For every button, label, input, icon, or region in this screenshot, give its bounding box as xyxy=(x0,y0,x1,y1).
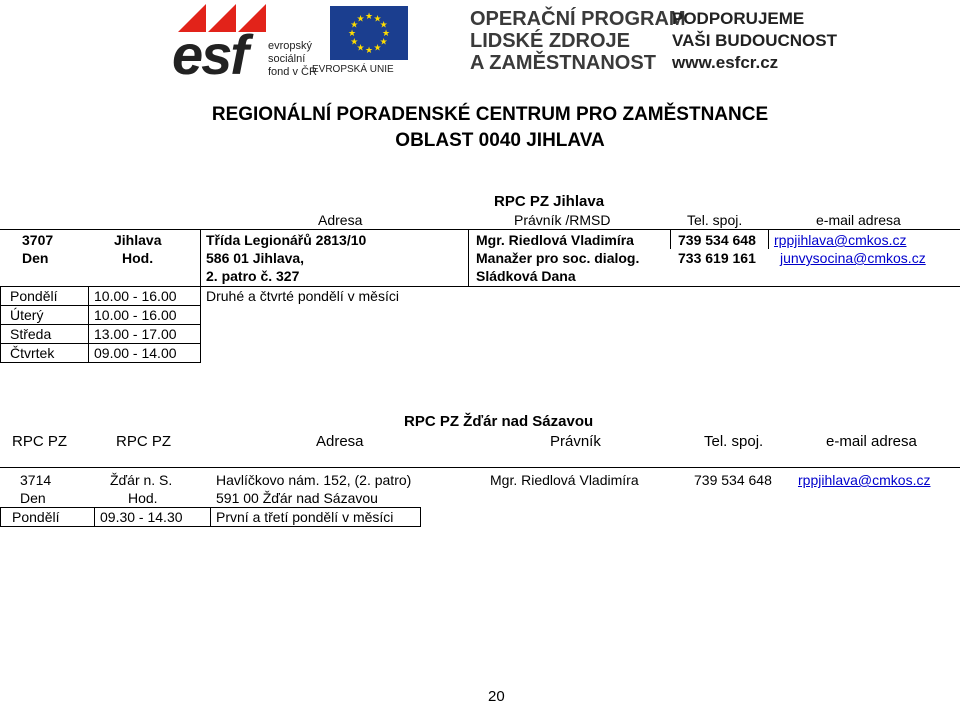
zdar-address-line: Havlíčkovo nám. 152, (2. patro) xyxy=(216,472,412,488)
zdar-email-link[interactable]: rppjihlava@cmkos.cz xyxy=(798,472,931,488)
eu-star-icon: ★ xyxy=(350,36,359,47)
support-logo xyxy=(672,8,837,74)
zdar-header-pravnik: Právník xyxy=(550,433,601,450)
eu-star-icon: ★ xyxy=(373,13,382,24)
op-line: OPERAČNÍ PROGRAM xyxy=(470,8,686,30)
esf-letters: esf xyxy=(172,23,247,86)
esf-sub-line: sociální xyxy=(268,53,306,65)
zdar-header-col1: RPC PZ xyxy=(12,433,68,450)
jihlava-day: Pondělí xyxy=(10,288,58,304)
page-number: 20 xyxy=(488,688,505,705)
jihlava-hours: 10.00 - 16.00 xyxy=(94,288,177,304)
eu-star-icon: ★ xyxy=(364,45,374,55)
table-rule xyxy=(94,507,95,527)
table-rule xyxy=(0,229,960,230)
jihlava-lawyer: Sládková Dana xyxy=(476,268,576,284)
jihlava-lawyer: Mgr. Riedlová Vladimíra xyxy=(476,232,634,248)
eu-star-icon: ★ xyxy=(379,19,388,30)
op-line: LIDSKÉ ZDROJE xyxy=(470,30,631,52)
page-subtitle: OBLAST 0040 JIHLAVA xyxy=(395,130,605,151)
zdar-header-adresa: Adresa xyxy=(316,433,364,450)
zdar-section-title: RPC PZ Žďár nad Sázavou xyxy=(404,413,594,430)
jihlava-email-link[interactable]: junvysocina@cmkos.cz xyxy=(780,250,926,266)
jihlava-hours: 10.00 - 16.00 xyxy=(94,307,177,323)
table-rule xyxy=(0,467,960,468)
table-rule xyxy=(0,286,960,287)
jihlava-city: Jihlava xyxy=(114,232,162,248)
table-rule xyxy=(0,362,200,363)
zdar-den-label: Den xyxy=(20,490,46,506)
table-rule xyxy=(0,343,200,344)
jihlava-header-pravnik: Právník /RMSD xyxy=(514,212,611,228)
jihlava-phone: 733 619 161 xyxy=(678,250,756,266)
zdar-city: Žďár n. S. xyxy=(110,472,173,488)
eu-caption: EVROPSKÁ UNIE xyxy=(312,64,394,75)
zdar-hod-label: Hod. xyxy=(128,490,158,506)
jihlava-header-tel: Tel. spoj. xyxy=(687,212,743,228)
esf-sub-line: evropský xyxy=(268,40,313,52)
support-line: PODPORUJEME xyxy=(672,9,805,28)
jihlava-phone: 739 534 648 xyxy=(678,232,756,248)
table-rule xyxy=(670,229,671,249)
zdar-header-email: e-mail adresa xyxy=(826,433,917,450)
page-title: REGIONÁLNÍ PORADENSKÉ CENTRUM PRO ZAMĚSTNANCE xyxy=(211,104,769,125)
table-rule xyxy=(210,507,211,527)
table-rule xyxy=(0,324,200,325)
eu-star-icon: ★ xyxy=(356,42,365,53)
zdar-address-line: 591 00 Žďár nad Sázavou xyxy=(216,490,378,506)
zdar-phone: 739 534 648 xyxy=(694,472,772,488)
jihlava-header-adresa: Adresa xyxy=(318,212,363,228)
jihlava-code: 3707 xyxy=(22,232,54,248)
jihlava-address-line: Třída Legionářů 2813/10 xyxy=(206,232,367,248)
jihlava-note: Druhé a čtvrté pondělí v měsíci xyxy=(206,288,399,304)
jihlava-address-line: 586 01 Jihlava, xyxy=(206,250,305,266)
eu-star-icon: ★ xyxy=(364,11,374,21)
table-rule xyxy=(200,286,201,363)
eu-star-icon: ★ xyxy=(347,28,357,38)
zdar-lawyer: Mgr. Riedlová Vladimíra xyxy=(490,472,639,488)
table-rule xyxy=(768,229,769,249)
support-line: VAŠI BUDOUCNOST xyxy=(672,31,837,50)
zdar-hours: 09.30 - 14.30 xyxy=(100,509,183,525)
jihlava-den-label: Den xyxy=(22,250,49,266)
op-logo xyxy=(470,8,686,74)
table-rule xyxy=(0,305,200,306)
eu-stars xyxy=(330,6,408,60)
support-url: www.esfcr.cz xyxy=(672,53,779,72)
table-rule xyxy=(200,229,201,286)
zdar-header-col2: RPC PZ xyxy=(116,433,172,450)
eu-star-icon: ★ xyxy=(379,36,388,47)
jihlava-hod-label: Hod. xyxy=(122,250,154,266)
jihlava-day: Středa xyxy=(10,326,52,342)
jihlava-day: Čtvrtek xyxy=(10,345,55,361)
jihlava-hours: 09.00 - 14.00 xyxy=(94,345,177,361)
zdar-header-tel: Tel. spoj. xyxy=(704,433,764,450)
jihlava-section-title: RPC PZ Jihlava xyxy=(494,193,605,210)
zdar-code: 3714 xyxy=(20,472,52,488)
jihlava-hours: 13.00 - 17.00 xyxy=(94,326,177,342)
table-rule xyxy=(420,507,421,527)
eu-star-icon: ★ xyxy=(350,19,359,30)
table-rule xyxy=(88,286,89,363)
jihlava-day: Úterý xyxy=(10,307,44,323)
eu-flag-icon xyxy=(330,6,408,60)
eu-star-icon: ★ xyxy=(381,28,391,38)
esf-subtitle xyxy=(268,40,317,79)
table-rule xyxy=(0,507,1,527)
jihlava-address-line: 2. patro č. 327 xyxy=(206,268,300,284)
jihlava-email-link[interactable]: rppjihlava@cmkos.cz xyxy=(774,232,907,248)
jihlava-header-email: e-mail adresa xyxy=(816,212,901,228)
table-rule xyxy=(0,286,1,363)
zdar-note: První a třetí pondělí v měsíci xyxy=(216,509,394,525)
table-rule xyxy=(468,229,469,286)
zdar-day: Pondělí xyxy=(12,509,60,525)
jihlava-lawyer: Manažer pro soc. dialog. xyxy=(476,250,640,266)
esf-sub-line: fond v ČR xyxy=(268,66,317,78)
eu-star-icon: ★ xyxy=(373,42,382,53)
op-line: A ZAMĚSTNANOST xyxy=(470,52,656,74)
header-logos xyxy=(0,0,960,84)
eu-star-icon: ★ xyxy=(356,13,365,24)
